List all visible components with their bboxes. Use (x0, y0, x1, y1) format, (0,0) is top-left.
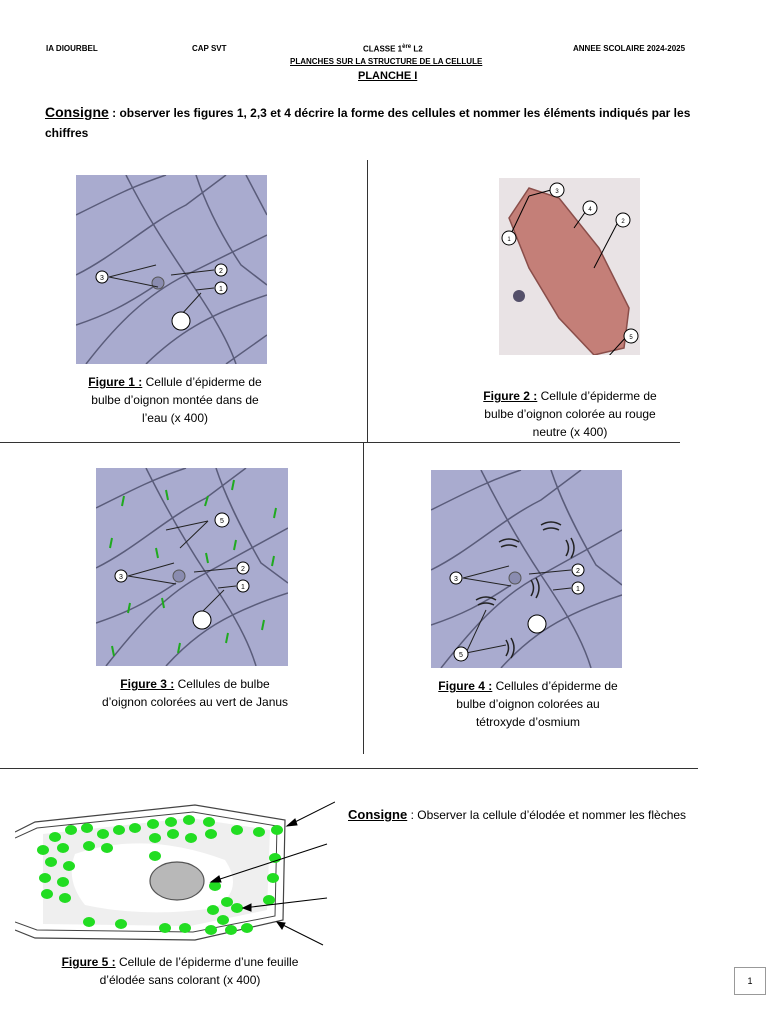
fig4-blank-marker (528, 615, 546, 633)
fig4-marker-2: 2 (576, 568, 580, 575)
fig3-blank-marker (193, 611, 211, 629)
page-subtitle: PLANCHES SUR LA STRUCTURE DE LA CELLULE (290, 57, 483, 66)
fig1-blank-marker (172, 312, 190, 330)
divider-horizontal-bottom (0, 768, 698, 769)
figure-1-image (76, 175, 267, 364)
figure-2-image (499, 178, 640, 355)
figure-4-caption: Figure 4 : Cellules d’épiderme de bulbe d’oignon colorées au tétroxyde d’osmium (438, 679, 618, 729)
figure-3-image (96, 468, 288, 666)
fig2-marker-1: 1 (507, 237, 511, 243)
header-school: IA DIOURBEL (46, 44, 98, 53)
divider-vertical-bottom (363, 442, 364, 754)
fig3-marker-2: 2 (241, 566, 245, 573)
fig4-marker-1: 1 (576, 586, 580, 593)
fig4-marker-5: 5 (459, 652, 463, 659)
fig2-marker-3: 3 (555, 189, 559, 195)
figure-3-caption: Figure 3 : Cellules de bulbe d’oignon colorées au vert de Janus (101, 677, 289, 709)
fig2-marker-4: 4 (588, 207, 592, 213)
fig3-marker-3: 3 (119, 574, 123, 581)
figure-5-caption: Figure 5 : Cellule de l’épiderme d’une feuille d’élodée sans colorant (x 400) (61, 955, 299, 987)
fig2-marker-2: 2 (621, 219, 625, 225)
figure-4-image (431, 470, 622, 668)
header-year: ANNEE SCOLAIRE 2024-2025 (573, 44, 686, 53)
page-number: 1 (734, 967, 766, 995)
fig3-marker-5: 5 (220, 518, 224, 525)
figure-1-caption: Figure 1 : Cellule d’épiderme de bulbe d’oignon montée dans de l’eau (x 400) (88, 375, 262, 425)
elodea-nucleus (150, 862, 204, 900)
fig2-marker-5: 5 (629, 335, 633, 341)
header-class: CLASSE 1ère L2 (363, 44, 423, 54)
fig4-marker-3: 3 (454, 576, 458, 583)
divider-vertical-top (367, 160, 368, 442)
instruction-elodea: Consigne : Observer la cellule d’élodée et nommer les flèches (348, 807, 687, 822)
figure-2-caption: Figure 2 : Cellule d’épiderme de bulbe d’oignon colorée au rouge neutre (x 400) (483, 389, 657, 439)
fig3-marker-1: 1 (241, 584, 245, 591)
header-department: CAP SVT (192, 44, 227, 53)
instruction: Consigne : observer les figures 1, 2,3 et 4 décrire la forme des cellules et nommer les éléments indiqués par les chiffres (45, 104, 691, 140)
page-title: PLANCHE I (358, 70, 418, 82)
fig1-marker-3: 3 (100, 275, 104, 282)
fig1-marker-2: 2 (219, 268, 223, 275)
fig1-marker-1: 1 (219, 286, 223, 293)
figure-5-image (15, 790, 335, 950)
divider-horizontal-middle (0, 442, 680, 443)
